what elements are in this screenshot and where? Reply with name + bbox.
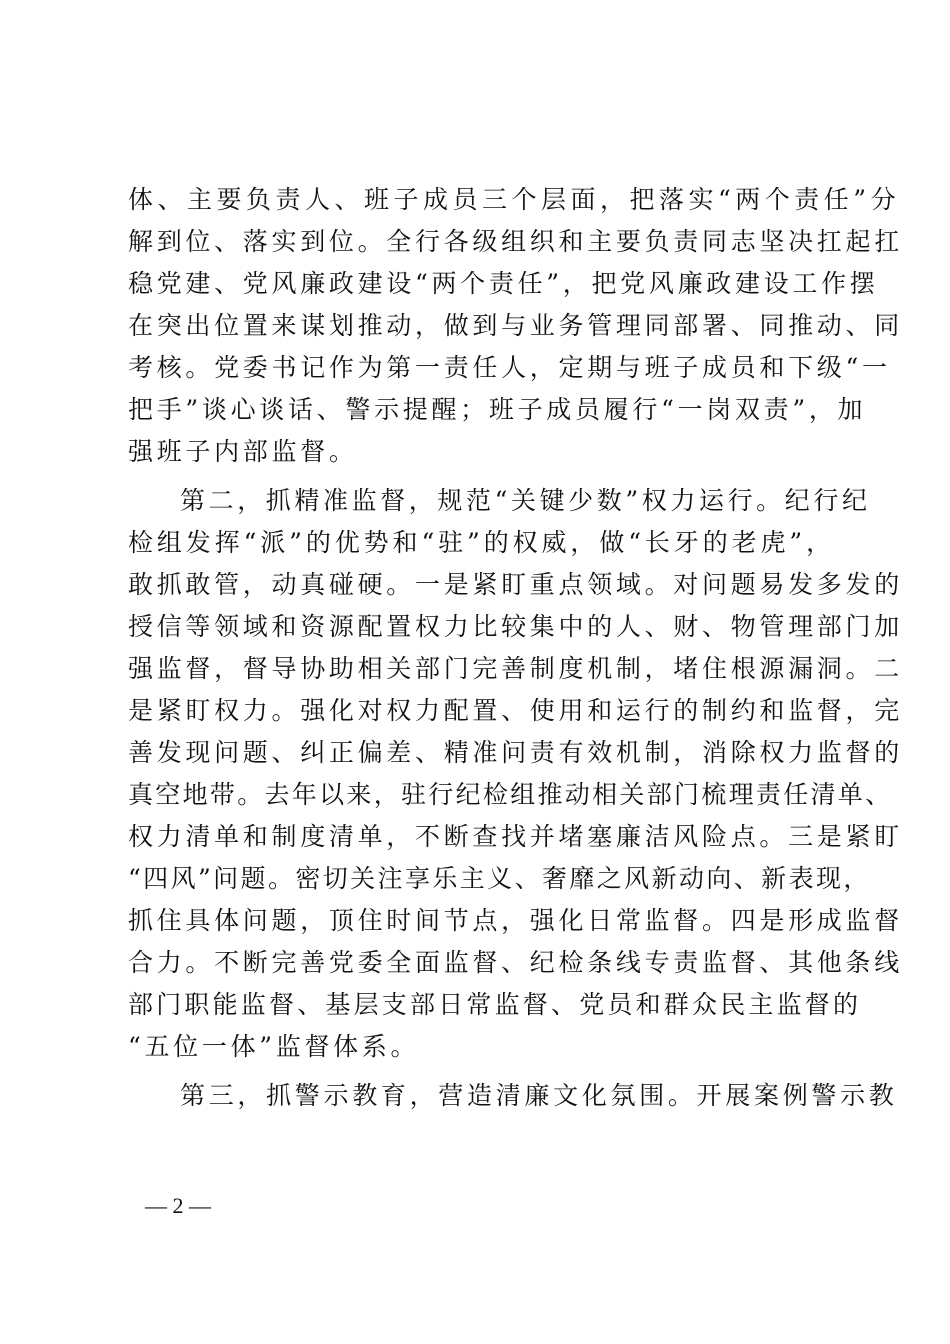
text-line: 是紧盯权力。强化对权力配置、使用和运行的制约和监督，完 (128, 696, 903, 725)
paragraph-start-line: 第三，抓警示教育，营造清廉文化氛围。开展案例警示教 (180, 1081, 898, 1110)
text-line: 强监督，督导协助相关部门完善制度机制，堵住根源漏洞。二 (128, 654, 903, 683)
text-line: 强班子内部监督。 (128, 437, 358, 466)
text-line: “四风”问题。密切关注享乐主义、奢靡之风新动向、新表现， (128, 864, 871, 893)
text-line: 敢抓敢管，动真碰硬。一是紧盯重点领域。对问题易发多发的 (128, 570, 903, 599)
text-line: “五位一体”监督体系。 (128, 1032, 420, 1061)
text-line: 检组发挥“派”的优势和“驻”的权威，做“长牙的老虎”， (128, 528, 835, 557)
text-line: 在突出位置来谋划推动，做到与业务管理同部署、同推动、同 (128, 311, 903, 340)
text-line: 合力。不断完善党委全面监督、纪检条线专责监督、其他条线 (128, 948, 903, 977)
text-line: 把手”谈心谈话、警示提醒；班子成员履行“一岗双责”，加 (128, 395, 867, 424)
page-number: — 2 — (145, 1193, 211, 1218)
text-line: 解到位、落实到位。全行各级组织和主要负责同志坚决扛起扛 (128, 227, 903, 256)
text-line: 真空地带。去年以来，驻行纪检组推动相关部门梳理责任清单、 (128, 780, 893, 809)
text-line: 部门职能监督、基层支部日常监督、党员和群众民主监督的 (128, 990, 862, 1019)
text-line: 体、主要负责人、班子成员三个层面，把落实“两个责任”分 (128, 185, 901, 214)
text-line: 善发现问题、纠正偏差、精准问责有效机制，消除权力监督的 (128, 738, 903, 767)
text-line: 授信等领域和资源配置权力比较集中的人、财、物管理部门加 (128, 612, 903, 641)
paragraph-start-line: 第二，抓精准监督，规范“关键少数”权力运行。纪行纪 (180, 486, 871, 515)
text-line: 抓住具体问题，顶住时间节点，强化日常监督。四是形成监督 (128, 906, 903, 935)
text-line: 稳党建、党风廉政建设“两个责任”，把党风廉政建设工作摆 (128, 269, 879, 298)
text-line: 考核。党委书记作为第一责任人，定期与班子成员和下级“一 (128, 353, 891, 382)
text-line: 权力清单和制度清单，不断查找并堵塞廉洁风险点。三是紧盯 (128, 822, 903, 851)
